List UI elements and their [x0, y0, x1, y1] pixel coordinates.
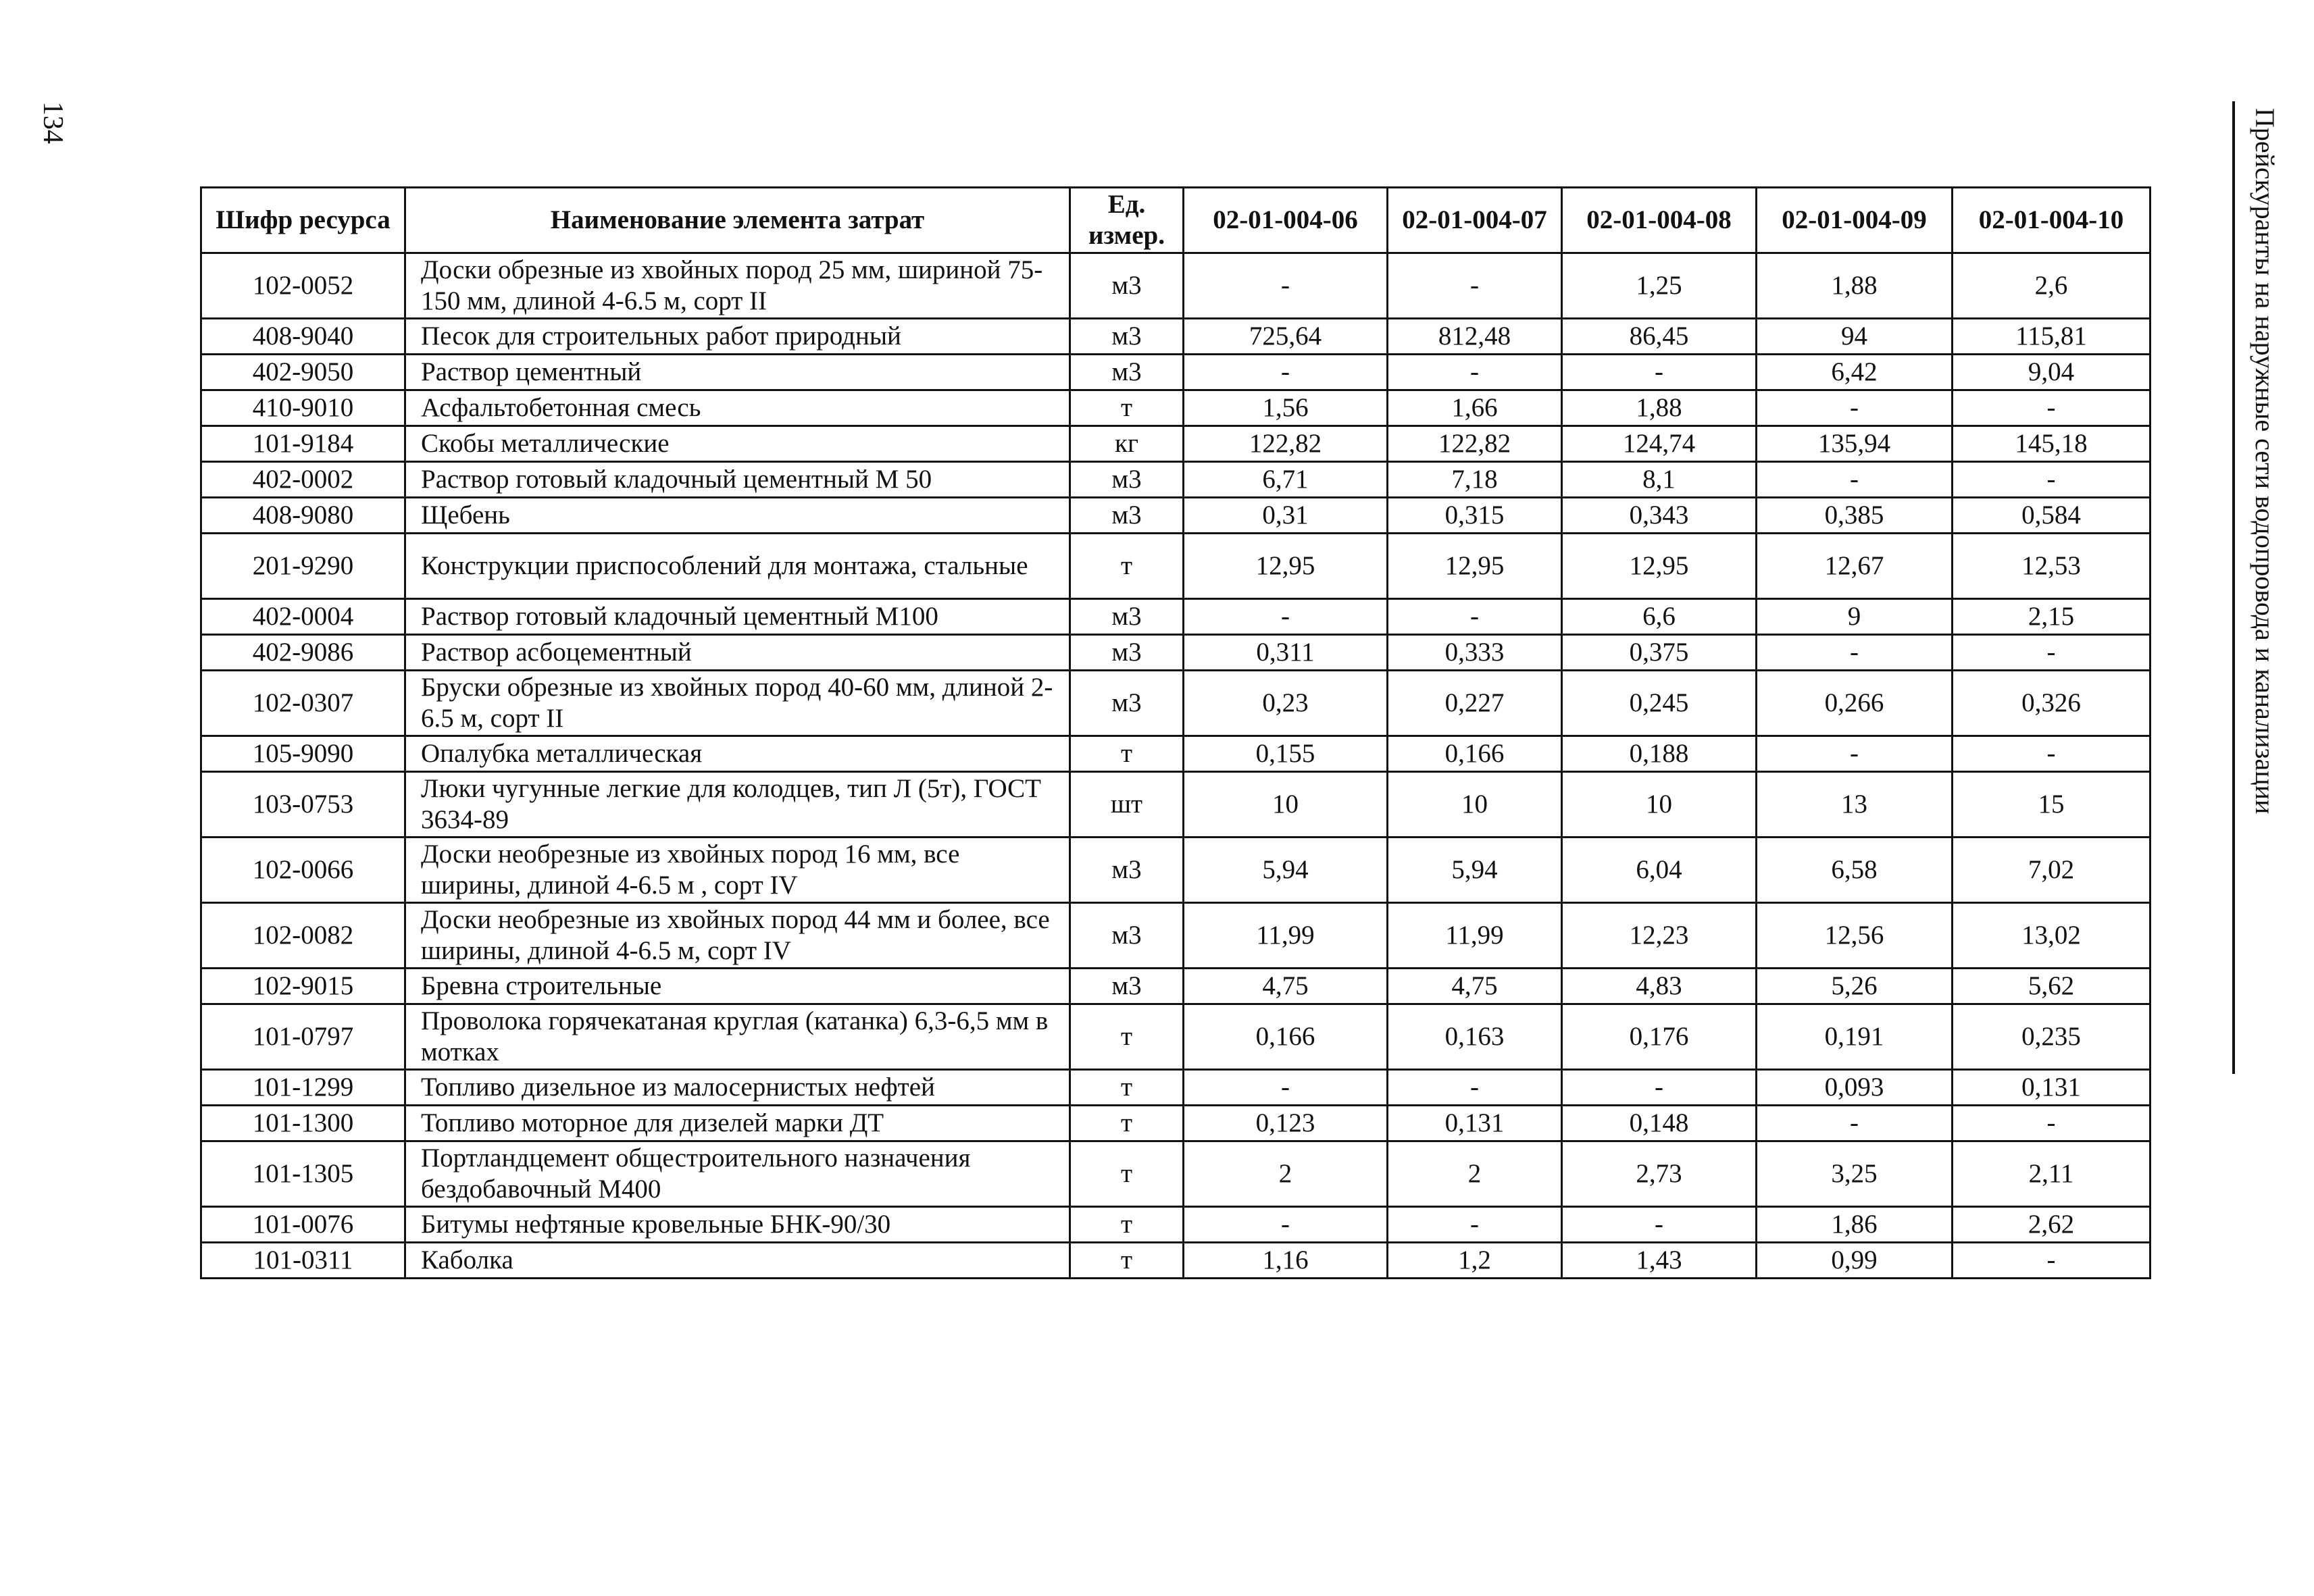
resource-unit: т	[1070, 736, 1184, 772]
resource-unit: кг	[1070, 426, 1184, 462]
value-cell: 6,71	[1184, 462, 1388, 498]
value-cell: 12,53	[1953, 534, 2150, 599]
table-row	[201, 1243, 2150, 1279]
value-cell: 0,166	[1184, 1004, 1388, 1070]
value-cell: 4,75	[1388, 969, 1562, 1004]
resource-name: Песок для строительных работ природный	[405, 319, 1070, 355]
value-cell: 4,83	[1562, 969, 1757, 1004]
value-cell: 1,43	[1562, 1243, 1757, 1279]
value-cell: 0,235	[1953, 1004, 2150, 1070]
resource-unit: т	[1070, 1207, 1184, 1243]
value-cell: 2,62	[1953, 1207, 2150, 1243]
resource-code: 101-9184	[201, 426, 405, 462]
value-cell: 12,95	[1388, 534, 1562, 599]
value-cell: 0,163	[1388, 1004, 1562, 1070]
resource-name: Доски необрезные из хвойных пород 44 мм и более, все ширины, длиной 4-6.5 м, сорт IV	[405, 903, 1070, 969]
side-title: Прейскуранты на наружные сети водопровода и канализации	[2250, 108, 2280, 815]
header-code: Шифр ресурса	[201, 188, 405, 253]
value-cell: 0,311	[1184, 635, 1388, 671]
resource-unit: м3	[1070, 498, 1184, 534]
value-cell: -	[1953, 736, 2150, 772]
value-cell: -	[1184, 1207, 1388, 1243]
value-cell: 115,81	[1953, 319, 2150, 355]
value-cell: 7,02	[1953, 838, 2150, 903]
value-cell: 2,6	[1953, 253, 2150, 319]
value-cell: 122,82	[1184, 426, 1388, 462]
header-col-09: 02-01-004-09	[1757, 188, 1953, 253]
header-col-07: 02-01-004-07	[1388, 188, 1562, 253]
resource-name: Доски необрезные из хвойных пород 16 мм, все ширины, длиной 4-6.5 м , сорт IV	[405, 838, 1070, 903]
value-cell: 15	[1953, 772, 2150, 838]
value-cell: 0,23	[1184, 671, 1388, 736]
table-row	[201, 599, 2150, 635]
value-cell: -	[1388, 355, 1562, 390]
value-cell: -	[1562, 355, 1757, 390]
table-row	[201, 498, 2150, 534]
table-row	[201, 969, 2150, 1004]
value-cell: 5,62	[1953, 969, 2150, 1004]
table-body	[201, 253, 2150, 1279]
table-row	[201, 903, 2150, 969]
value-cell: 145,18	[1953, 426, 2150, 462]
resource-code: 102-0052	[201, 253, 405, 319]
value-cell: 1,25	[1562, 253, 1757, 319]
resource-code: 101-0311	[201, 1243, 405, 1279]
resource-unit: м3	[1070, 355, 1184, 390]
resource-unit: т	[1070, 1106, 1184, 1141]
table-row	[201, 736, 2150, 772]
resource-unit: т	[1070, 534, 1184, 599]
value-cell: 12,67	[1757, 534, 1953, 599]
value-cell: -	[1388, 1070, 1562, 1106]
resource-name: Раствор асбоцементный	[405, 635, 1070, 671]
resource-unit: м3	[1070, 838, 1184, 903]
value-cell: 12,23	[1562, 903, 1757, 969]
value-cell: 124,74	[1562, 426, 1757, 462]
value-cell: 812,48	[1388, 319, 1562, 355]
resource-name: Люки чугунные легкие для колодцев, тип Л (5т), ГОСТ 3634-89	[405, 772, 1070, 838]
header-col-10: 02-01-004-10	[1953, 188, 2150, 253]
value-cell: 0,148	[1562, 1106, 1757, 1141]
resource-code: 402-0002	[201, 462, 405, 498]
resource-name: Опалубка металлическая	[405, 736, 1070, 772]
value-cell: -	[1757, 635, 1953, 671]
value-cell: 1,86	[1757, 1207, 1953, 1243]
table-row	[201, 462, 2150, 498]
value-cell: 2	[1388, 1141, 1562, 1207]
resource-code: 102-0066	[201, 838, 405, 903]
value-cell: -	[1184, 1070, 1388, 1106]
value-cell: 1,2	[1388, 1243, 1562, 1279]
value-cell: 0,123	[1184, 1106, 1388, 1141]
value-cell: 12,95	[1184, 534, 1388, 599]
resource-code: 101-1299	[201, 1070, 405, 1106]
resource-unit: м3	[1070, 903, 1184, 969]
resource-unit: м3	[1070, 671, 1184, 736]
table-row	[201, 1106, 2150, 1141]
table-row	[201, 390, 2150, 426]
resource-table	[200, 186, 2151, 1279]
value-cell: 5,94	[1184, 838, 1388, 903]
page-number: 134	[37, 101, 68, 144]
value-cell: 8,1	[1562, 462, 1757, 498]
value-cell: 6,04	[1562, 838, 1757, 903]
value-cell: 2,73	[1562, 1141, 1757, 1207]
value-cell: -	[1562, 1070, 1757, 1106]
resource-name: Доски обрезные из хвойных пород 25 мм, шириной 75-150 мм, длиной 4-6.5 м, сорт II	[405, 253, 1070, 319]
resource-name: Бревна строительные	[405, 969, 1070, 1004]
value-cell: 4,75	[1184, 969, 1388, 1004]
value-cell: -	[1953, 1106, 2150, 1141]
resource-name: Раствор цементный	[405, 355, 1070, 390]
header-col-08: 02-01-004-08	[1562, 188, 1757, 253]
value-cell: 0,99	[1757, 1243, 1953, 1279]
value-cell: -	[1184, 253, 1388, 319]
resource-name: Портландцемент общестроительного назначения бездобавочный М400	[405, 1141, 1070, 1207]
resource-unit: м3	[1070, 462, 1184, 498]
resource-code: 105-9090	[201, 736, 405, 772]
value-cell: 0,155	[1184, 736, 1388, 772]
value-cell: 6,6	[1562, 599, 1757, 635]
table-row	[201, 1141, 2150, 1207]
table-row	[201, 1070, 2150, 1106]
value-cell: 0,266	[1757, 671, 1953, 736]
value-cell: -	[1953, 390, 2150, 426]
value-cell: 0,191	[1757, 1004, 1953, 1070]
header-col-06: 02-01-004-06	[1184, 188, 1388, 253]
value-cell: 0,166	[1388, 736, 1562, 772]
resource-code: 408-9040	[201, 319, 405, 355]
resource-unit: т	[1070, 1243, 1184, 1279]
value-cell: 0,326	[1953, 671, 2150, 736]
resource-name: Проволока горячекатаная круглая (катанка) 6,3-6,5 мм в мотках	[405, 1004, 1070, 1070]
resource-code: 101-1305	[201, 1141, 405, 1207]
resource-code: 201-9290	[201, 534, 405, 599]
value-cell: -	[1757, 462, 1953, 498]
resource-name: Бруски обрезные из хвойных пород 40-60 мм, длиной 2-6.5 м, сорт II	[405, 671, 1070, 736]
value-cell: -	[1757, 736, 1953, 772]
resource-code: 402-9050	[201, 355, 405, 390]
header-row	[201, 188, 2150, 253]
table-row	[201, 635, 2150, 671]
value-cell: 9	[1757, 599, 1953, 635]
value-cell: 0,385	[1757, 498, 1953, 534]
resource-unit: м3	[1070, 253, 1184, 319]
value-cell: -	[1184, 599, 1388, 635]
resource-code: 103-0753	[201, 772, 405, 838]
resource-name: Скобы металлические	[405, 426, 1070, 462]
resource-code: 102-0307	[201, 671, 405, 736]
resource-name: Щебень	[405, 498, 1070, 534]
resource-unit: т	[1070, 1070, 1184, 1106]
value-cell: 0,093	[1757, 1070, 1953, 1106]
value-cell: -	[1953, 635, 2150, 671]
resource-name: Битумы нефтяные кровельные БНК-90/30	[405, 1207, 1070, 1243]
value-cell: 2	[1184, 1141, 1388, 1207]
value-cell: 0,343	[1562, 498, 1757, 534]
value-cell: 13	[1757, 772, 1953, 838]
value-cell: 2,15	[1953, 599, 2150, 635]
value-cell: 0,131	[1388, 1106, 1562, 1141]
resource-unit: шт	[1070, 772, 1184, 838]
table-row	[201, 355, 2150, 390]
resource-code: 410-9010	[201, 390, 405, 426]
value-cell: 10	[1388, 772, 1562, 838]
resource-unit: м3	[1070, 635, 1184, 671]
value-cell: 86,45	[1562, 319, 1757, 355]
value-cell: 0,31	[1184, 498, 1388, 534]
resource-name: Конструкции приспособлений для монтажа, стальные	[405, 534, 1070, 599]
table-row	[201, 838, 2150, 903]
value-cell: -	[1953, 1243, 2150, 1279]
value-cell: 13,02	[1953, 903, 2150, 969]
value-cell: 9,04	[1953, 355, 2150, 390]
value-cell: 135,94	[1757, 426, 1953, 462]
resource-name: Асфальтобетонная смесь	[405, 390, 1070, 426]
value-cell: 3,25	[1757, 1141, 1953, 1207]
value-cell: 1,56	[1184, 390, 1388, 426]
value-cell: 11,99	[1184, 903, 1388, 969]
value-cell: 7,18	[1388, 462, 1562, 498]
table-row	[201, 1004, 2150, 1070]
resource-name: Топливо дизельное из малосернистых нефтей	[405, 1070, 1070, 1106]
value-cell: 0,333	[1388, 635, 1562, 671]
value-cell: 1,88	[1562, 390, 1757, 426]
value-cell: 0,375	[1562, 635, 1757, 671]
resource-name: Топливо моторное для дизелей марки ДТ	[405, 1106, 1070, 1141]
side-rule	[2232, 101, 2235, 1074]
value-cell: 122,82	[1388, 426, 1562, 462]
resource-code: 408-9080	[201, 498, 405, 534]
value-cell: -	[1562, 1207, 1757, 1243]
table-row	[201, 319, 2150, 355]
value-cell: -	[1953, 462, 2150, 498]
header-unit: Ед. измер.	[1070, 188, 1184, 253]
value-cell: 0,245	[1562, 671, 1757, 736]
value-cell: 10	[1184, 772, 1388, 838]
value-cell: 5,94	[1388, 838, 1562, 903]
table-row	[201, 534, 2150, 599]
value-cell: 1,88	[1757, 253, 1953, 319]
resource-unit: м3	[1070, 969, 1184, 1004]
resource-name: Каболка	[405, 1243, 1070, 1279]
resource-name: Раствор готовый кладочный цементный М 50	[405, 462, 1070, 498]
value-cell: 10	[1562, 772, 1757, 838]
resource-code: 101-0797	[201, 1004, 405, 1070]
table-row	[201, 426, 2150, 462]
table-row	[201, 671, 2150, 736]
value-cell: -	[1184, 355, 1388, 390]
value-cell: 12,56	[1757, 903, 1953, 969]
value-cell: 0,227	[1388, 671, 1562, 736]
table-row	[201, 772, 2150, 838]
value-cell: 1,66	[1388, 390, 1562, 426]
value-cell: -	[1388, 253, 1562, 319]
resource-unit: т	[1070, 390, 1184, 426]
resource-code: 101-0076	[201, 1207, 405, 1243]
value-cell: 0,584	[1953, 498, 2150, 534]
header-name: Наименование элемента затрат	[405, 188, 1070, 253]
value-cell: 5,26	[1757, 969, 1953, 1004]
table-row	[201, 1207, 2150, 1243]
value-cell: 0,315	[1388, 498, 1562, 534]
resource-unit: т	[1070, 1141, 1184, 1207]
resource-code: 402-9086	[201, 635, 405, 671]
value-cell: 1,16	[1184, 1243, 1388, 1279]
resource-unit: м3	[1070, 319, 1184, 355]
value-cell: 0,188	[1562, 736, 1757, 772]
table-row	[201, 253, 2150, 319]
value-cell: -	[1388, 1207, 1562, 1243]
value-cell: -	[1388, 599, 1562, 635]
resource-code: 101-1300	[201, 1106, 405, 1141]
value-cell: 12,95	[1562, 534, 1757, 599]
value-cell: 6,42	[1757, 355, 1953, 390]
value-cell: -	[1757, 1106, 1953, 1141]
value-cell: 11,99	[1388, 903, 1562, 969]
resource-code: 102-9015	[201, 969, 405, 1004]
value-cell: -	[1757, 390, 1953, 426]
value-cell: 6,58	[1757, 838, 1953, 903]
value-cell: 0,131	[1953, 1070, 2150, 1106]
resource-unit: т	[1070, 1004, 1184, 1070]
resource-code: 102-0082	[201, 903, 405, 969]
value-cell: 0,176	[1562, 1004, 1757, 1070]
value-cell: 725,64	[1184, 319, 1388, 355]
resource-name: Раствор готовый кладочный цементный М100	[405, 599, 1070, 635]
value-cell: 94	[1757, 319, 1953, 355]
resource-unit: м3	[1070, 599, 1184, 635]
resource-code: 402-0004	[201, 599, 405, 635]
value-cell: 2,11	[1953, 1141, 2150, 1207]
